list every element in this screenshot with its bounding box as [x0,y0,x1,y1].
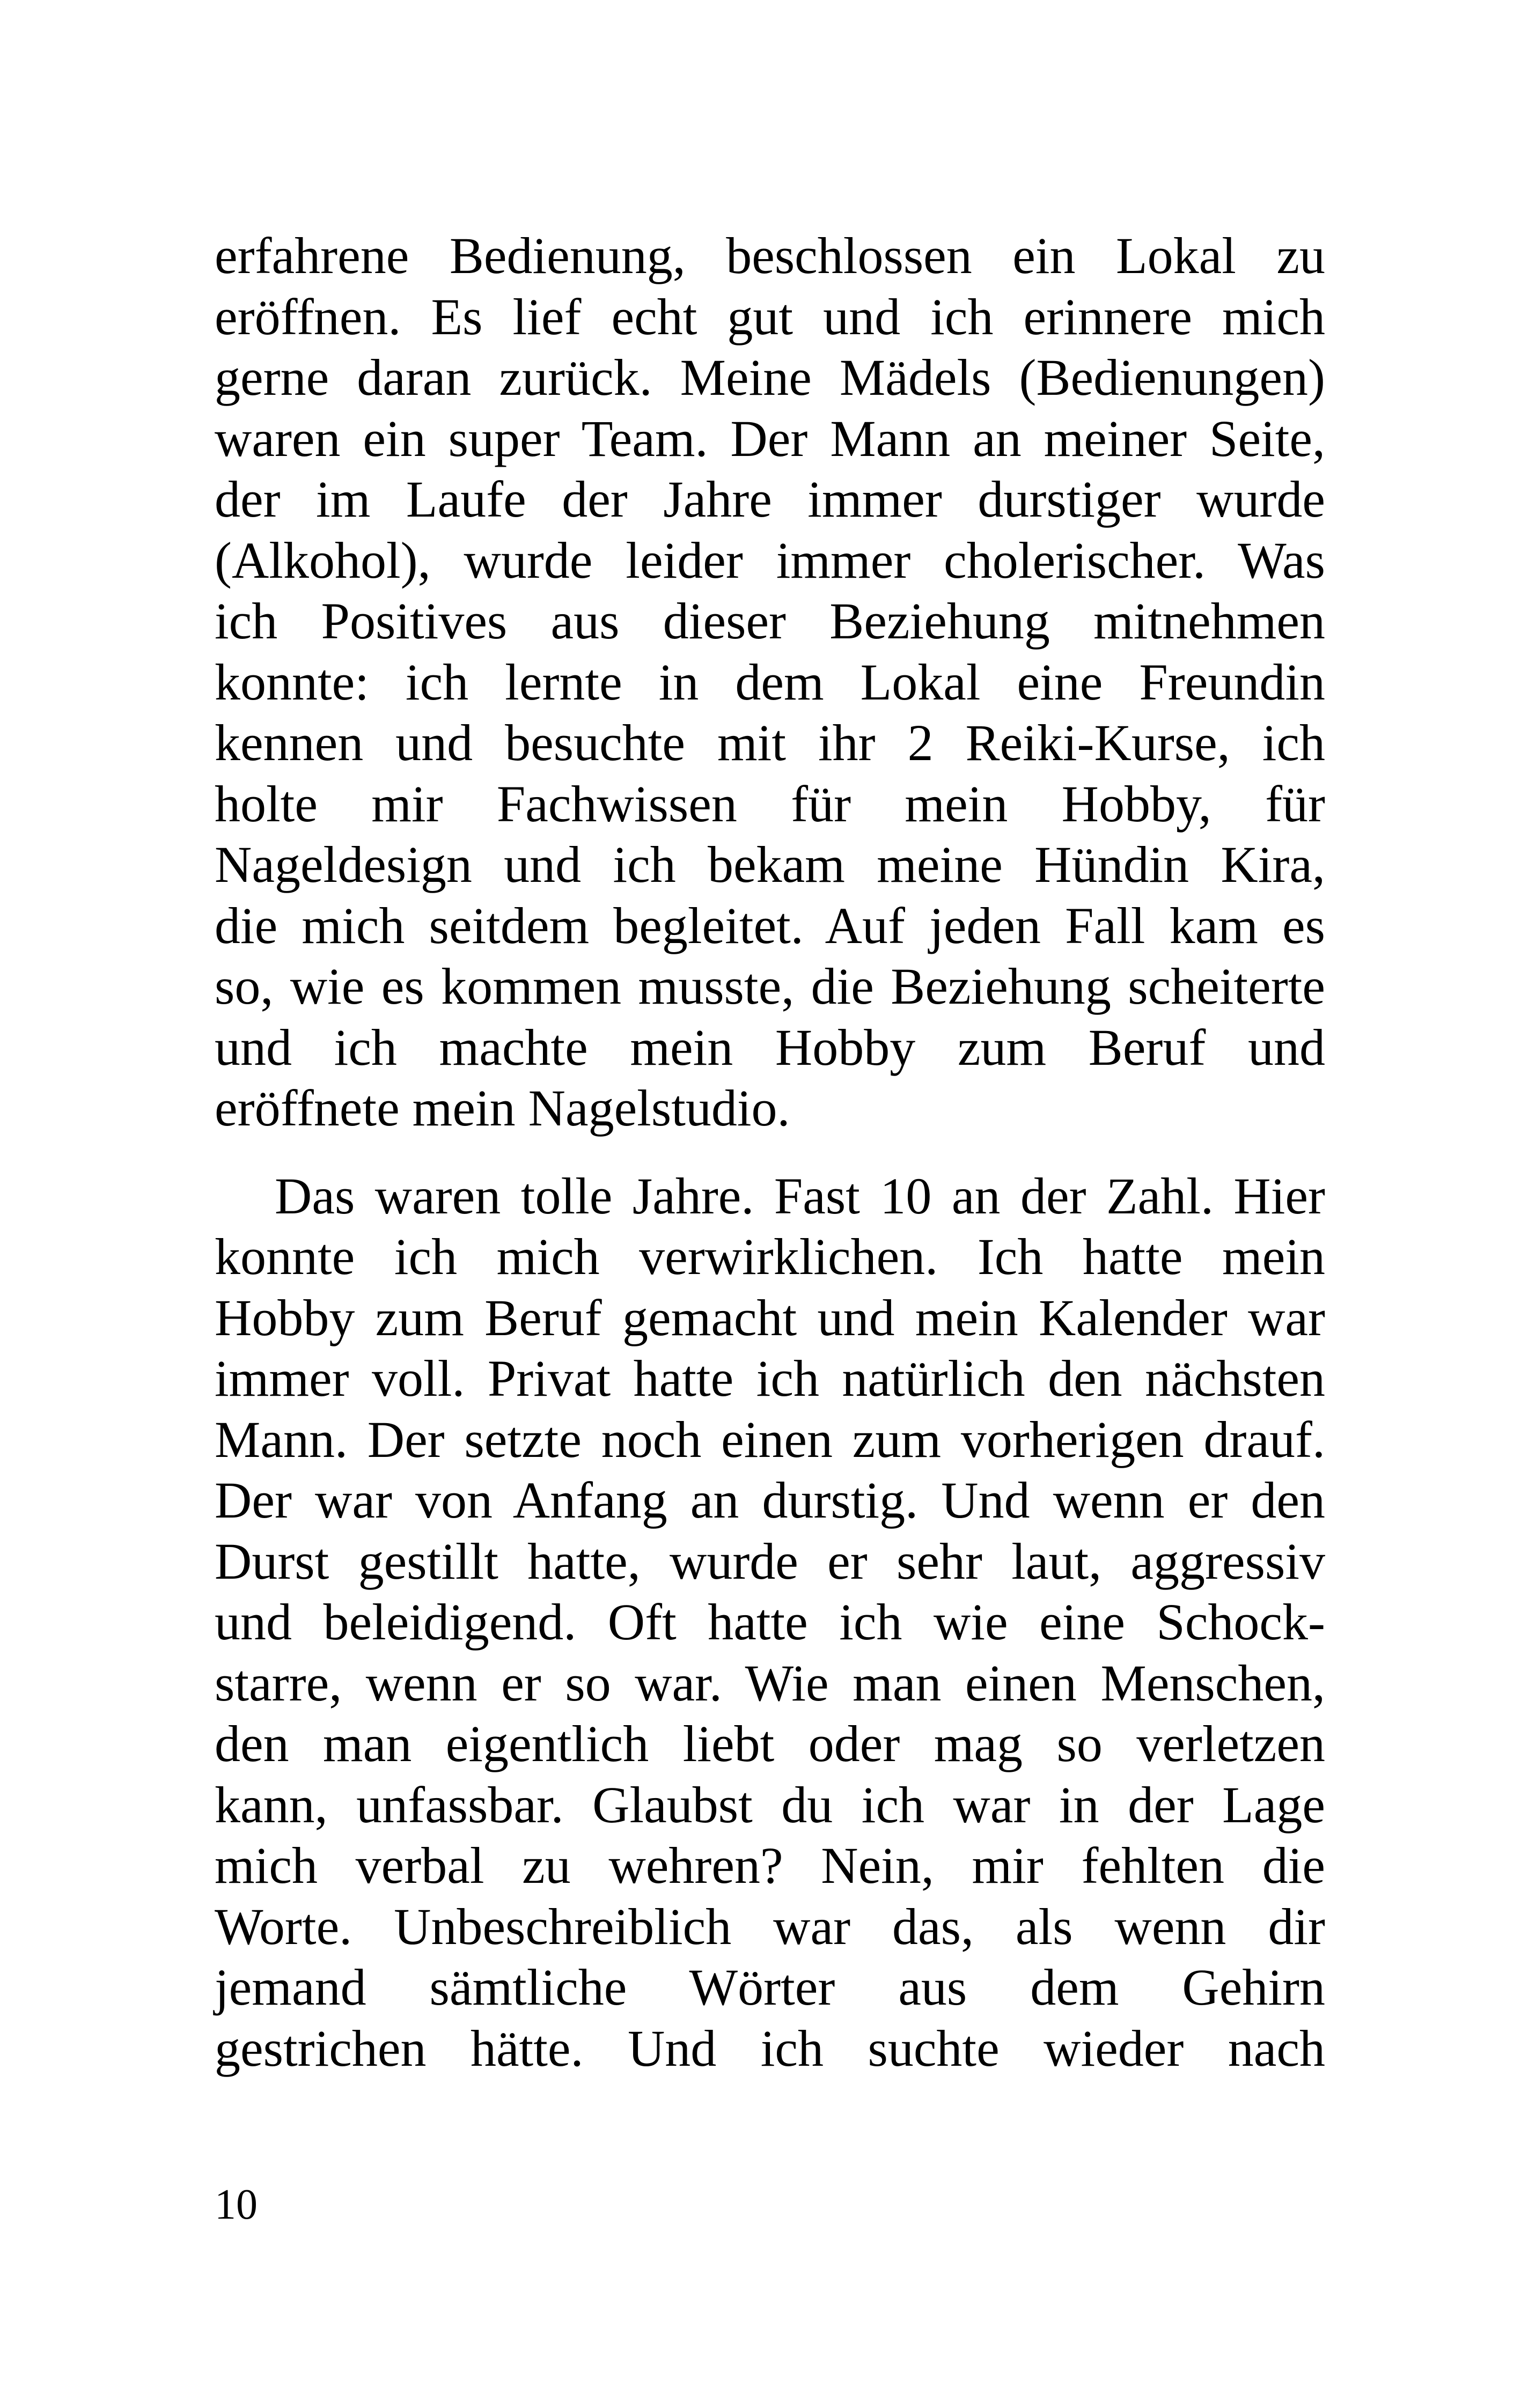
text-line: konnte: ich lernte in dem Lokal eine Freundin [215,653,1325,711]
text-line: Der war von Anfang an durstig. Und wenn er den [215,1471,1325,1529]
text-line: waren ein super Team. Der Mann an meiner Seite, [215,409,1325,467]
text-line: Worte. Unbeschreiblich war das, als wenn dir [215,1897,1325,1955]
text-line: Nageldesign und ich bekam meine Hündin Kira, [215,836,1325,893]
text-line: der im Laufe der Jahre immer durstiger wurde [215,470,1325,528]
text-line: so, wie es kommen musste, die Beziehung scheiterte [215,958,1325,1015]
text-line: den man eigentlich liebt oder mag so verletzen [215,1715,1325,1772]
text-line: Das waren tolle Jahre. Fast 10 an der Zahl. Hier [275,1167,1325,1225]
text-line: und beleidigend. Oft hatte ich wie eine Schock- [215,1593,1325,1651]
text-line: kann, unfassbar. Glaubst du ich war in der Lage [215,1776,1325,1833]
text-line: und ich machte mein Hobby zum Beruf und [215,1018,1325,1076]
text-line: Durst gestillt hatte, wurde er sehr laut, aggressiv [215,1532,1325,1590]
text-line: Hobby zum Beruf gemacht und mein Kalender war [215,1288,1325,1346]
text-line: gerne daran zurück. Meine Mädels (Bedienungen) [215,349,1325,406]
text-line: holte mir Fachwissen für mein Hobby, für [215,775,1325,833]
paragraph-2 [215,1166,1325,2079]
text-line: Mann. Der setzte noch einen zum vorherigen drauf. [215,1410,1325,1468]
paragraph-1 [215,225,1325,1139]
text-line: eröffnen. Es lief echt gut und ich erinnere mich [215,288,1325,345]
text-line: eröffnete mein Nagelstudio. [215,1079,790,1137]
text-line: die mich seitdem begleitet. Auf jeden Fall kam es [215,896,1325,954]
text-line: kennen und besuchte mit ihr 2 Reiki-Kurse, ich [215,714,1325,771]
text-line: erfahrene Bedienung, beschlossen ein Lokal zu [215,227,1325,284]
text-line: immer voll. Privat hatte ich natürlich den nächsten [215,1350,1325,1407]
body-text [215,225,1325,2079]
text-line: konnte ich mich verwirklichen. Ich hatte mein [215,1228,1325,1285]
text-line: mich verbal zu wehren? Nein, mir fehlten die [215,1837,1325,1894]
text-line: ich Positives aus dieser Beziehung mitnehmen [215,592,1325,650]
text-line: starre, wenn er so war. Wie man einen Menschen, [215,1654,1325,1712]
paragraph-spacer [215,1139,1325,1166]
text-line: jemand sämtliche Wörter aus dem Gehirn [215,1958,1325,2016]
text-line: (Alkohol), wurde leider immer cholerischer. Was [215,531,1325,589]
text-line: gestrichen hätte. Und ich suchte wieder nach [215,2019,1325,2077]
page-number: 10 [215,2181,258,2228]
